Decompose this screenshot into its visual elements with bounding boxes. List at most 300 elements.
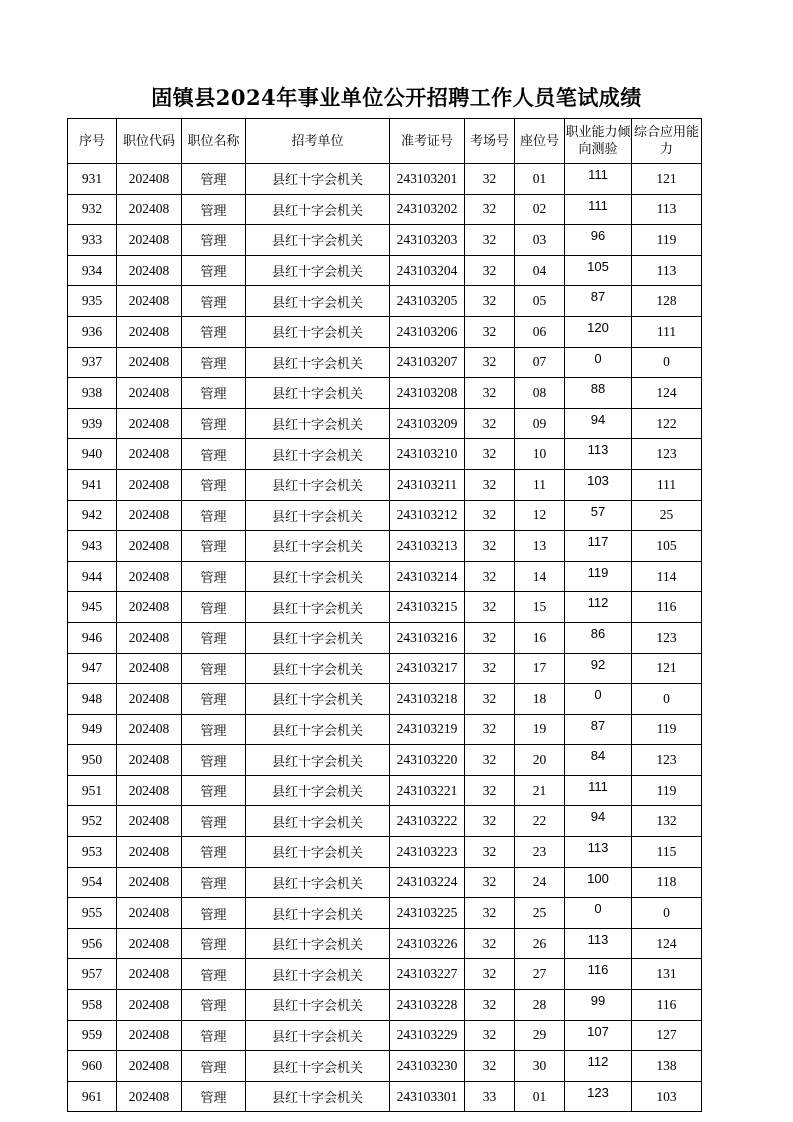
cell-aptitude-score: 113 bbox=[565, 439, 632, 470]
cell-applied-score: 122 bbox=[632, 408, 702, 439]
cell-seat: 16 bbox=[515, 622, 565, 653]
cell-position-name: 管理 bbox=[182, 653, 246, 684]
cell-ticket-number: 243103212 bbox=[390, 500, 465, 531]
cell-position-code: 202408 bbox=[117, 990, 182, 1021]
cell-exam-room: 32 bbox=[465, 928, 515, 959]
cell-position-code: 202408 bbox=[117, 684, 182, 715]
cell-aptitude-score: 0 bbox=[565, 898, 632, 929]
cell-aptitude-score: 103 bbox=[565, 469, 632, 500]
header-index: 序号 bbox=[68, 119, 117, 164]
cell-applied-score: 124 bbox=[632, 378, 702, 409]
cell-position-code: 202408 bbox=[117, 255, 182, 286]
cell-applied-score: 105 bbox=[632, 531, 702, 562]
cell-exam-room: 33 bbox=[465, 1081, 515, 1112]
cell-index: 955 bbox=[68, 898, 117, 929]
cell-unit: 县红十字会机关 bbox=[246, 714, 390, 745]
cell-position-code: 202408 bbox=[117, 286, 182, 317]
cell-index: 959 bbox=[68, 1020, 117, 1051]
cell-exam-room: 32 bbox=[465, 837, 515, 868]
header-applied-ability: 综合应用能力 bbox=[632, 119, 702, 164]
cell-position-name: 管理 bbox=[182, 806, 246, 837]
cell-applied-score: 0 bbox=[632, 684, 702, 715]
table-row bbox=[68, 806, 702, 837]
cell-aptitude-score: 84 bbox=[565, 745, 632, 776]
cell-position-code: 202408 bbox=[117, 408, 182, 439]
cell-ticket-number: 243103219 bbox=[390, 714, 465, 745]
cell-position-code: 202408 bbox=[117, 1020, 182, 1051]
cell-seat: 04 bbox=[515, 255, 565, 286]
cell-seat: 14 bbox=[515, 561, 565, 592]
cell-ticket-number: 243103214 bbox=[390, 561, 465, 592]
cell-unit: 县红十字会机关 bbox=[246, 1051, 390, 1082]
cell-position-code: 202408 bbox=[117, 653, 182, 684]
cell-applied-score: 119 bbox=[632, 714, 702, 745]
cell-applied-score: 0 bbox=[632, 347, 702, 378]
cell-seat: 25 bbox=[515, 898, 565, 929]
cell-position-code: 202408 bbox=[117, 745, 182, 776]
cell-position-name: 管理 bbox=[182, 1020, 246, 1051]
cell-aptitude-score: 111 bbox=[565, 775, 632, 806]
cell-exam-room: 32 bbox=[465, 959, 515, 990]
cell-position-code: 202408 bbox=[117, 378, 182, 409]
cell-applied-score: 121 bbox=[632, 653, 702, 684]
cell-position-name: 管理 bbox=[182, 561, 246, 592]
cell-position-name: 管理 bbox=[182, 837, 246, 868]
cell-index: 934 bbox=[68, 255, 117, 286]
cell-aptitude-score: 0 bbox=[565, 684, 632, 715]
cell-unit: 县红十字会机关 bbox=[246, 469, 390, 500]
cell-applied-score: 25 bbox=[632, 500, 702, 531]
cell-index: 952 bbox=[68, 806, 117, 837]
cell-exam-room: 32 bbox=[465, 347, 515, 378]
cell-aptitude-score: 0 bbox=[565, 347, 632, 378]
cell-seat: 21 bbox=[515, 775, 565, 806]
cell-seat: 17 bbox=[515, 653, 565, 684]
cell-exam-room: 32 bbox=[465, 1051, 515, 1082]
cell-seat: 09 bbox=[515, 408, 565, 439]
cell-applied-score: 113 bbox=[632, 194, 702, 225]
cell-unit: 县红十字会机关 bbox=[246, 439, 390, 470]
cell-position-code: 202408 bbox=[117, 194, 182, 225]
header-seat: 座位号 bbox=[515, 119, 565, 164]
cell-ticket-number: 243103228 bbox=[390, 990, 465, 1021]
cell-applied-score: 119 bbox=[632, 225, 702, 256]
cell-applied-score: 116 bbox=[632, 990, 702, 1021]
page-title: 固镇县2024年事业单位公开招聘工作人员笔试成绩 bbox=[151, 85, 642, 110]
table-row bbox=[68, 225, 702, 256]
cell-ticket-number: 243103206 bbox=[390, 316, 465, 347]
cell-unit: 县红十字会机关 bbox=[246, 164, 390, 195]
cell-ticket-number: 243103227 bbox=[390, 959, 465, 990]
table-row bbox=[68, 775, 702, 806]
cell-index: 957 bbox=[68, 959, 117, 990]
cell-ticket-number: 243103223 bbox=[390, 837, 465, 868]
cell-position-code: 202408 bbox=[117, 837, 182, 868]
cell-position-name: 管理 bbox=[182, 469, 246, 500]
cell-unit: 县红十字会机关 bbox=[246, 928, 390, 959]
cell-aptitude-score: 99 bbox=[565, 990, 632, 1021]
cell-applied-score: 116 bbox=[632, 592, 702, 623]
table-row bbox=[68, 684, 702, 715]
cell-aptitude-score: 112 bbox=[565, 1051, 632, 1082]
cell-index: 946 bbox=[68, 622, 117, 653]
table-row bbox=[68, 990, 702, 1021]
table-row bbox=[68, 286, 702, 317]
cell-applied-score: 103 bbox=[632, 1081, 702, 1112]
cell-index: 942 bbox=[68, 500, 117, 531]
cell-unit: 县红十字会机关 bbox=[246, 225, 390, 256]
table-row bbox=[68, 1020, 702, 1051]
table-row bbox=[68, 408, 702, 439]
cell-unit: 县红十字会机关 bbox=[246, 806, 390, 837]
cell-ticket-number: 243103210 bbox=[390, 439, 465, 470]
cell-index: 933 bbox=[68, 225, 117, 256]
header-position-name: 职位名称 bbox=[182, 119, 246, 164]
table-row bbox=[68, 959, 702, 990]
cell-seat: 30 bbox=[515, 1051, 565, 1082]
cell-position-code: 202408 bbox=[117, 561, 182, 592]
cell-exam-room: 32 bbox=[465, 408, 515, 439]
cell-position-name: 管理 bbox=[182, 1051, 246, 1082]
cell-ticket-number: 243103205 bbox=[390, 286, 465, 317]
cell-unit: 县红十字会机关 bbox=[246, 1081, 390, 1112]
table-row bbox=[68, 898, 702, 929]
cell-seat: 28 bbox=[515, 990, 565, 1021]
cell-aptitude-score: 120 bbox=[565, 316, 632, 347]
cell-position-code: 202408 bbox=[117, 959, 182, 990]
cell-ticket-number: 243103207 bbox=[390, 347, 465, 378]
cell-applied-score: 123 bbox=[632, 439, 702, 470]
cell-position-name: 管理 bbox=[182, 592, 246, 623]
cell-exam-room: 32 bbox=[465, 469, 515, 500]
cell-applied-score: 0 bbox=[632, 898, 702, 929]
cell-position-name: 管理 bbox=[182, 714, 246, 745]
cell-aptitude-score: 116 bbox=[565, 959, 632, 990]
table-row bbox=[68, 592, 702, 623]
cell-ticket-number: 243103202 bbox=[390, 194, 465, 225]
cell-applied-score: 123 bbox=[632, 745, 702, 776]
cell-unit: 县红十字会机关 bbox=[246, 592, 390, 623]
cell-position-code: 202408 bbox=[117, 592, 182, 623]
cell-position-code: 202408 bbox=[117, 164, 182, 195]
cell-unit: 县红十字会机关 bbox=[246, 378, 390, 409]
cell-exam-room: 32 bbox=[465, 806, 515, 837]
cell-index: 954 bbox=[68, 867, 117, 898]
cell-position-name: 管理 bbox=[182, 378, 246, 409]
cell-aptitude-score: 111 bbox=[565, 194, 632, 225]
cell-aptitude-score: 113 bbox=[565, 837, 632, 868]
cell-position-name: 管理 bbox=[182, 316, 246, 347]
cell-position-name: 管理 bbox=[182, 500, 246, 531]
cell-unit: 县红十字会机关 bbox=[246, 347, 390, 378]
cell-position-code: 202408 bbox=[117, 775, 182, 806]
cell-unit: 县红十字会机关 bbox=[246, 531, 390, 562]
cell-unit: 县红十字会机关 bbox=[246, 684, 390, 715]
cell-index: 949 bbox=[68, 714, 117, 745]
cell-aptitude-score: 105 bbox=[565, 255, 632, 286]
cell-index: 941 bbox=[68, 469, 117, 500]
cell-ticket-number: 243103203 bbox=[390, 225, 465, 256]
cell-exam-room: 32 bbox=[465, 622, 515, 653]
cell-ticket-number: 243103217 bbox=[390, 653, 465, 684]
cell-index: 948 bbox=[68, 684, 117, 715]
cell-position-code: 202408 bbox=[117, 1081, 182, 1112]
cell-position-name: 管理 bbox=[182, 1081, 246, 1112]
cell-exam-room: 32 bbox=[465, 255, 515, 286]
table-row bbox=[68, 1081, 702, 1112]
table-row bbox=[68, 622, 702, 653]
cell-seat: 05 bbox=[515, 286, 565, 317]
cell-aptitude-score: 117 bbox=[565, 531, 632, 562]
cell-index: 960 bbox=[68, 1051, 117, 1082]
cell-position-name: 管理 bbox=[182, 531, 246, 562]
cell-index: 961 bbox=[68, 1081, 117, 1112]
cell-unit: 县红十字会机关 bbox=[246, 255, 390, 286]
cell-applied-score: 131 bbox=[632, 959, 702, 990]
cell-exam-room: 32 bbox=[465, 775, 515, 806]
cell-ticket-number: 243103229 bbox=[390, 1020, 465, 1051]
scores-table bbox=[67, 118, 702, 1112]
cell-index: 947 bbox=[68, 653, 117, 684]
cell-seat: 10 bbox=[515, 439, 565, 470]
cell-index: 953 bbox=[68, 837, 117, 868]
cell-exam-room: 32 bbox=[465, 653, 515, 684]
cell-index: 937 bbox=[68, 347, 117, 378]
cell-position-name: 管理 bbox=[182, 867, 246, 898]
cell-applied-score: 115 bbox=[632, 837, 702, 868]
cell-seat: 23 bbox=[515, 837, 565, 868]
cell-unit: 县红十字会机关 bbox=[246, 194, 390, 225]
cell-unit: 县红十字会机关 bbox=[246, 561, 390, 592]
table-row bbox=[68, 1051, 702, 1082]
cell-index: 938 bbox=[68, 378, 117, 409]
cell-index: 951 bbox=[68, 775, 117, 806]
cell-ticket-number: 243103230 bbox=[390, 1051, 465, 1082]
cell-unit: 县红十字会机关 bbox=[246, 837, 390, 868]
table-row bbox=[68, 653, 702, 684]
cell-seat: 06 bbox=[515, 316, 565, 347]
cell-exam-room: 32 bbox=[465, 531, 515, 562]
cell-exam-room: 32 bbox=[465, 286, 515, 317]
table-row bbox=[68, 867, 702, 898]
table-row bbox=[68, 316, 702, 347]
cell-exam-room: 32 bbox=[465, 194, 515, 225]
cell-position-name: 管理 bbox=[182, 194, 246, 225]
cell-position-name: 管理 bbox=[182, 408, 246, 439]
cell-position-code: 202408 bbox=[117, 898, 182, 929]
cell-index: 935 bbox=[68, 286, 117, 317]
table-row bbox=[68, 837, 702, 868]
cell-aptitude-score: 94 bbox=[565, 806, 632, 837]
cell-exam-room: 32 bbox=[465, 378, 515, 409]
cell-position-name: 管理 bbox=[182, 745, 246, 776]
cell-index: 931 bbox=[68, 164, 117, 195]
cell-aptitude-score: 123 bbox=[565, 1081, 632, 1112]
cell-unit: 县红十字会机关 bbox=[246, 898, 390, 929]
cell-aptitude-score: 96 bbox=[565, 225, 632, 256]
cell-position-name: 管理 bbox=[182, 164, 246, 195]
cell-unit: 县红十字会机关 bbox=[246, 622, 390, 653]
cell-exam-room: 32 bbox=[465, 745, 515, 776]
table-header-row bbox=[68, 119, 702, 164]
cell-seat: 11 bbox=[515, 469, 565, 500]
cell-position-code: 202408 bbox=[117, 531, 182, 562]
cell-position-name: 管理 bbox=[182, 775, 246, 806]
cell-position-name: 管理 bbox=[182, 347, 246, 378]
cell-applied-score: 132 bbox=[632, 806, 702, 837]
cell-aptitude-score: 94 bbox=[565, 408, 632, 439]
cell-index: 940 bbox=[68, 439, 117, 470]
cell-unit: 县红十字会机关 bbox=[246, 653, 390, 684]
cell-seat: 24 bbox=[515, 867, 565, 898]
cell-ticket-number: 243103208 bbox=[390, 378, 465, 409]
cell-exam-room: 32 bbox=[465, 714, 515, 745]
cell-exam-room: 32 bbox=[465, 439, 515, 470]
table-row bbox=[68, 714, 702, 745]
cell-index: 943 bbox=[68, 531, 117, 562]
cell-index: 932 bbox=[68, 194, 117, 225]
cell-position-code: 202408 bbox=[117, 867, 182, 898]
cell-position-code: 202408 bbox=[117, 316, 182, 347]
cell-aptitude-score: 87 bbox=[565, 714, 632, 745]
cell-unit: 县红十字会机关 bbox=[246, 775, 390, 806]
cell-ticket-number: 243103226 bbox=[390, 928, 465, 959]
cell-aptitude-score: 88 bbox=[565, 378, 632, 409]
cell-exam-room: 32 bbox=[465, 867, 515, 898]
table-row bbox=[68, 164, 702, 195]
cell-position-code: 202408 bbox=[117, 469, 182, 500]
cell-seat: 01 bbox=[515, 1081, 565, 1112]
header-ticket-number: 准考证号 bbox=[390, 119, 465, 164]
cell-ticket-number: 243103225 bbox=[390, 898, 465, 929]
cell-seat: 15 bbox=[515, 592, 565, 623]
cell-ticket-number: 243103215 bbox=[390, 592, 465, 623]
cell-exam-room: 32 bbox=[465, 164, 515, 195]
cell-seat: 13 bbox=[515, 531, 565, 562]
cell-exam-room: 32 bbox=[465, 316, 515, 347]
cell-position-name: 管理 bbox=[182, 959, 246, 990]
table-row bbox=[68, 745, 702, 776]
cell-position-name: 管理 bbox=[182, 898, 246, 929]
cell-seat: 08 bbox=[515, 378, 565, 409]
cell-seat: 29 bbox=[515, 1020, 565, 1051]
cell-position-code: 202408 bbox=[117, 928, 182, 959]
cell-exam-room: 32 bbox=[465, 500, 515, 531]
cell-position-name: 管理 bbox=[182, 255, 246, 286]
cell-index: 958 bbox=[68, 990, 117, 1021]
cell-unit: 县红十字会机关 bbox=[246, 316, 390, 347]
cell-exam-room: 32 bbox=[465, 1020, 515, 1051]
cell-position-code: 202408 bbox=[117, 439, 182, 470]
cell-ticket-number: 243103221 bbox=[390, 775, 465, 806]
cell-position-code: 202408 bbox=[117, 500, 182, 531]
cell-applied-score: 128 bbox=[632, 286, 702, 317]
table-row bbox=[68, 255, 702, 286]
cell-exam-room: 32 bbox=[465, 561, 515, 592]
cell-ticket-number: 243103301 bbox=[390, 1081, 465, 1112]
cell-position-code: 202408 bbox=[117, 806, 182, 837]
cell-ticket-number: 243103216 bbox=[390, 622, 465, 653]
cell-position-code: 202408 bbox=[117, 714, 182, 745]
cell-aptitude-score: 113 bbox=[565, 928, 632, 959]
table-row bbox=[68, 378, 702, 409]
cell-aptitude-score: 100 bbox=[565, 867, 632, 898]
cell-aptitude-score: 87 bbox=[565, 286, 632, 317]
cell-applied-score: 119 bbox=[632, 775, 702, 806]
header-unit: 招考单位 bbox=[246, 119, 390, 164]
cell-seat: 12 bbox=[515, 500, 565, 531]
cell-exam-room: 32 bbox=[465, 684, 515, 715]
cell-position-name: 管理 bbox=[182, 286, 246, 317]
cell-ticket-number: 243103201 bbox=[390, 164, 465, 195]
cell-position-code: 202408 bbox=[117, 347, 182, 378]
cell-unit: 县红十字会机关 bbox=[246, 1020, 390, 1051]
cell-exam-room: 32 bbox=[465, 592, 515, 623]
header-aptitude-test: 职业能力倾向测验 bbox=[565, 119, 632, 164]
header-exam-room: 考场号 bbox=[465, 119, 515, 164]
table-row bbox=[68, 500, 702, 531]
cell-aptitude-score: 92 bbox=[565, 653, 632, 684]
cell-position-name: 管理 bbox=[182, 990, 246, 1021]
cell-seat: 22 bbox=[515, 806, 565, 837]
cell-position-name: 管理 bbox=[182, 439, 246, 470]
cell-applied-score: 138 bbox=[632, 1051, 702, 1082]
table-row bbox=[68, 347, 702, 378]
cell-index: 956 bbox=[68, 928, 117, 959]
table-body bbox=[68, 164, 702, 1112]
table-row bbox=[68, 469, 702, 500]
cell-seat: 02 bbox=[515, 194, 565, 225]
cell-seat: 27 bbox=[515, 959, 565, 990]
table-row bbox=[68, 194, 702, 225]
cell-ticket-number: 243103220 bbox=[390, 745, 465, 776]
cell-applied-score: 121 bbox=[632, 164, 702, 195]
cell-index: 945 bbox=[68, 592, 117, 623]
cell-index: 936 bbox=[68, 316, 117, 347]
cell-ticket-number: 243103204 bbox=[390, 255, 465, 286]
cell-index: 939 bbox=[68, 408, 117, 439]
cell-unit: 县红十字会机关 bbox=[246, 286, 390, 317]
table-row bbox=[68, 561, 702, 592]
cell-seat: 07 bbox=[515, 347, 565, 378]
cell-position-code: 202408 bbox=[117, 1051, 182, 1082]
cell-ticket-number: 243103224 bbox=[390, 867, 465, 898]
cell-ticket-number: 243103222 bbox=[390, 806, 465, 837]
cell-exam-room: 32 bbox=[465, 990, 515, 1021]
cell-aptitude-score: 107 bbox=[565, 1020, 632, 1051]
cell-seat: 20 bbox=[515, 745, 565, 776]
cell-aptitude-score: 112 bbox=[565, 592, 632, 623]
cell-index: 950 bbox=[68, 745, 117, 776]
cell-aptitude-score: 119 bbox=[565, 561, 632, 592]
cell-aptitude-score: 86 bbox=[565, 622, 632, 653]
cell-seat: 26 bbox=[515, 928, 565, 959]
cell-applied-score: 124 bbox=[632, 928, 702, 959]
cell-unit: 县红十字会机关 bbox=[246, 990, 390, 1021]
cell-seat: 19 bbox=[515, 714, 565, 745]
cell-ticket-number: 243103211 bbox=[390, 469, 465, 500]
table-row bbox=[68, 531, 702, 562]
cell-exam-room: 32 bbox=[465, 225, 515, 256]
cell-position-name: 管理 bbox=[182, 928, 246, 959]
cell-position-name: 管理 bbox=[182, 225, 246, 256]
cell-ticket-number: 243103213 bbox=[390, 531, 465, 562]
cell-aptitude-score: 57 bbox=[565, 500, 632, 531]
cell-unit: 县红十字会机关 bbox=[246, 959, 390, 990]
cell-seat: 01 bbox=[515, 164, 565, 195]
cell-applied-score: 123 bbox=[632, 622, 702, 653]
cell-applied-score: 113 bbox=[632, 255, 702, 286]
